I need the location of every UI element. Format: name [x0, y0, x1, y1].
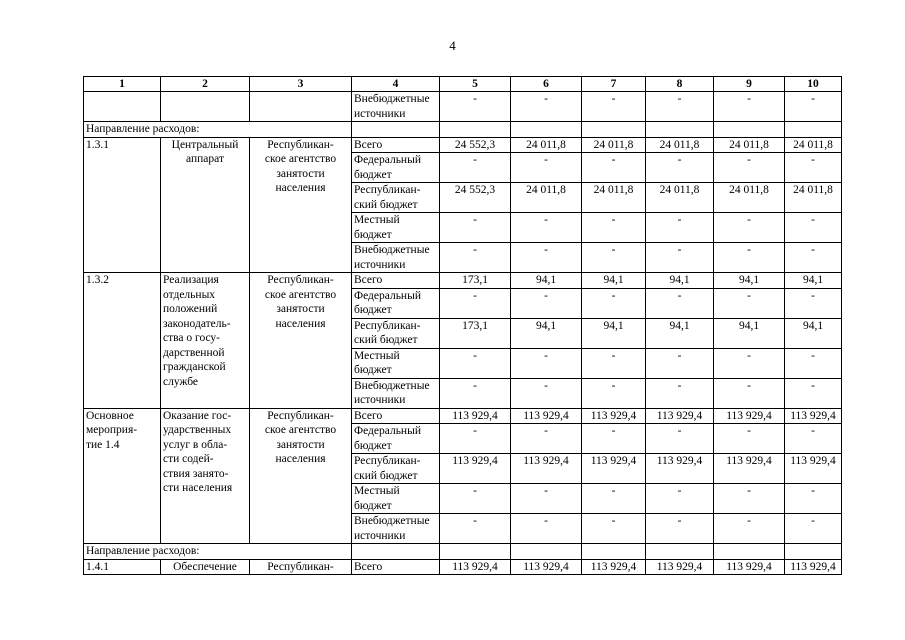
direction-row [84, 544, 842, 560]
name-cell: Реализация отдельных положений законодатель- ства о госу- дарственной гражданской службе [161, 273, 250, 409]
org-cell: Республикан- ское агентство занятости населения [250, 408, 352, 544]
col-header: 10 [785, 77, 842, 92]
direction-label: Направление расходов: [84, 122, 352, 138]
table-row: Внебюджетные источники - - - - - - [84, 378, 842, 408]
org-cell: Республикан- ское агентство занятости населения [250, 137, 352, 273]
org-cell: Республикан- ское агентство занятости населения [250, 273, 352, 409]
table-row: Основное мероприя- тие 1.4 Оказание гос- ударственных услуг в обла- сти содей- ствия занято- сти населения Республикан- ское агентство занятости населения Всего 113 929,4 113 929,4 113 929,4 113 929,4 113 929,4 113 929,4 [84, 408, 842, 424]
name-cell: Обеспечение [161, 559, 250, 575]
col-header: 3 [250, 77, 352, 92]
table-row: 1.4.1 Обеспечение Республикан- Всего 113 929,4 113 929,4 113 929,4 113 929,4 113 929,4 113 929,4 [84, 559, 842, 575]
page-number: 4 [449, 38, 456, 53]
code-cell: 1.3.2 [84, 273, 161, 409]
direction-label: Направление расходов: [84, 544, 352, 560]
table-row: Республикан- ский бюджет 173,1 94,1 94,1 94,1 94,1 94,1 [84, 318, 842, 348]
budget-table [83, 76, 842, 575]
table-row: Федеральный бюджет - - - - - - [84, 153, 842, 183]
code-cell: 1.3.1 [84, 137, 161, 273]
table-row: Республикан- ский бюджет 113 929,4 113 929,4 113 929,4 113 929,4 113 929,4 113 929,4 [84, 454, 842, 484]
col-header: 9 [714, 77, 785, 92]
table-row: 1.3.2 Реализация отдельных положений законодатель- ства о госу- дарственной гражданской службе Республикан- ское агентство занятости населения Всего 173,1 94,1 94,1 94,1 94,1 94,1 [84, 273, 842, 289]
table-row: 1.3.1 Центральный аппарат Республикан- ское агентство занятости населения Всего 24 552,3 24 011,8 24 011,8 24 011,8 24 011,8 24 011,8 [84, 137, 842, 153]
name-cell: Оказание гос- ударственных услуг в обла- сти содей- ствия занято- сти населения [161, 408, 250, 544]
col-header: 5 [440, 77, 511, 92]
col-header: 1 [84, 77, 161, 92]
table-row: Федеральный бюджет - - - - - - [84, 288, 842, 318]
table-row: Республикан- ский бюджет 24 552,3 24 011,8 24 011,8 24 011,8 24 011,8 24 011,8 [84, 183, 842, 213]
table-row: Внебюджетные источники - - - - - - [84, 243, 842, 273]
header-row [84, 77, 842, 92]
table-row: Местный бюджет - - - - - - [84, 213, 842, 243]
source-cell: Внебюджетные источники [352, 92, 440, 122]
table-row: Внебюджетные источники - - - - - - [84, 92, 842, 122]
code-cell: 1.4.1 [84, 559, 161, 575]
code-cell: Основное мероприя- тие 1.4 [84, 408, 161, 544]
table-row: Внебюджетные источники - - - - - - [84, 514, 842, 544]
table-row: Местный бюджет - - - - - - [84, 348, 842, 378]
table-row: Местный бюджет - - - - - - [84, 484, 842, 514]
table-row: Федеральный бюджет - - - - - - [84, 424, 842, 454]
col-header: 7 [582, 77, 646, 92]
col-header: 2 [161, 77, 250, 92]
direction-row [84, 122, 842, 138]
org-cell: Республикан- [250, 559, 352, 575]
col-header: 8 [646, 77, 714, 92]
col-header: 6 [511, 77, 582, 92]
col-header: 4 [352, 77, 440, 92]
name-cell: Центральный аппарат [161, 137, 250, 273]
